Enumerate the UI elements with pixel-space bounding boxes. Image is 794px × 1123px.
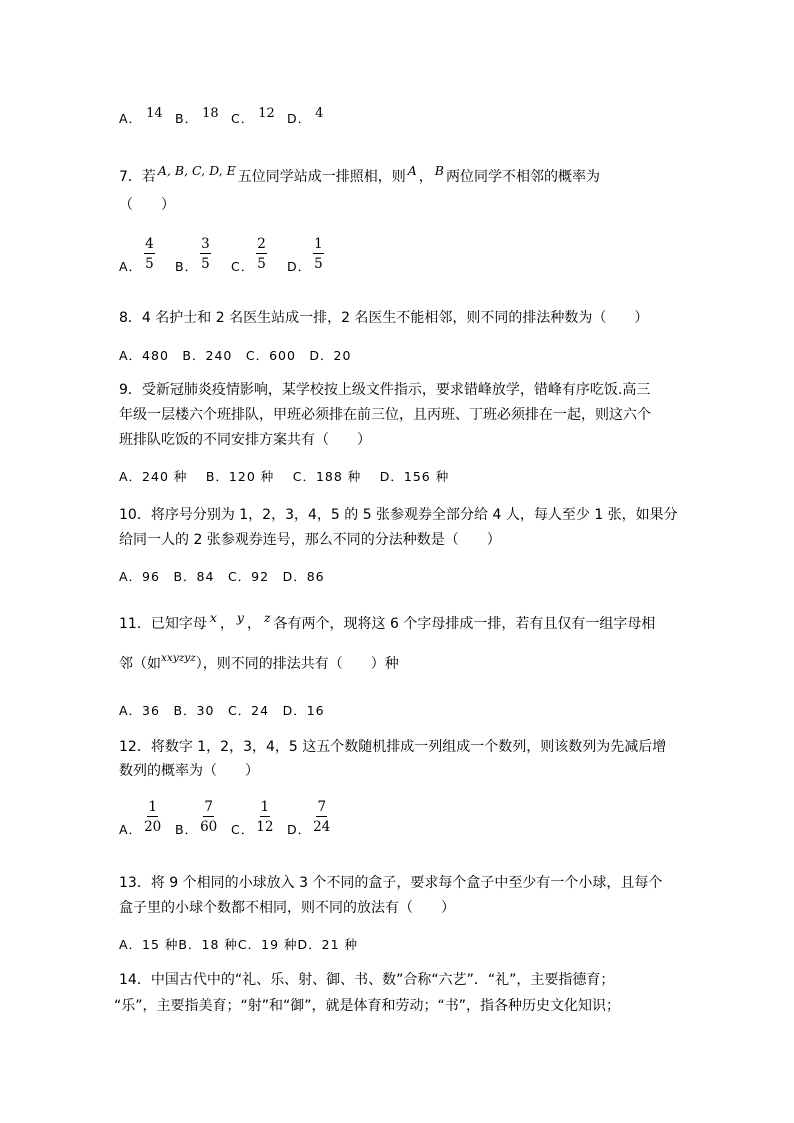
q11-stem-line1: 11．已知字母 x ， y ， z 各有两个，现将这 6 个字母排成一排，若有且仅有一组字母相 [119, 610, 656, 632]
q6-option-a: A． 14 [119, 106, 163, 126]
q14-stem-line1: 14．中国古代中的“礼、乐、射、御、书、数”合称“六艺”．“礼”，主要指德育； [119, 972, 615, 988]
q9-stem-line3: 班排队吃饭的不同安排方案共有（ ） [119, 432, 371, 448]
q6-option-d: D． 4 [287, 106, 324, 126]
fraction: $\frac{7}{24}$ [313, 799, 331, 835]
q12-option-a: A． $\frac{1}{20}$ [119, 799, 162, 837]
fraction: $\frac{1}{5}$ [314, 236, 323, 272]
q11-stem-line2: 邻（如$^{xxyzyz}$），则不同的排法共有（ ）种 [119, 652, 399, 672]
fraction: $\frac{3}{5}$ [201, 236, 210, 272]
q12-option-b: B． $\frac{7}{60}$ [175, 799, 218, 837]
q10-options: A．96 B．84 C．92 D．86 [119, 569, 325, 584]
q12-stem-line2: 数列的概率为（ ） [119, 763, 259, 779]
q13-stem-line2: 盒子里的小球个数都不相同，则不同的放法有（ ） [119, 900, 455, 916]
q7-answer-paren: （ ） [119, 197, 175, 213]
q13-stem-line1: 13．将 9 个相同的小球放入 3 个不同的盒子，要求每个盒子中至少有一个小球，且每个 [119, 875, 663, 891]
q7-options [119, 236, 324, 284]
q9-options: A．240 种 B．120 种 C．188 种 D．156 种 [119, 469, 450, 484]
fraction: $\frac{2}{5}$ [257, 236, 266, 272]
q14-stem-line2: “乐”，主要指美育；“射”和“御”，就是体育和劳动；“书”，指各种历史文化知识； [114, 998, 621, 1014]
q12-options [119, 799, 331, 849]
q12-stem-line1: 12．将数字 1，2，3，4，5 这五个数随机排成一列组成一个数列，则该数列为先减后增 [119, 739, 667, 755]
q11-options: A．36 B．30 C．24 D．16 [119, 703, 325, 718]
fraction: $\frac{1}{12}$ [256, 799, 274, 835]
fraction: $\frac{7}{60}$ [200, 799, 218, 835]
q6-option-c: C． 12 [231, 106, 275, 126]
fraction: $\frac{4}{5}$ [145, 236, 154, 272]
q9-stem-line1: 9．受新冠肺炎疫情影响，某学校按上级文件指示，要求错峰放学，错峰有序吃饭.高三 [119, 382, 651, 398]
q6-option-b: B． 18 [175, 106, 219, 126]
q12-option-c: C． $\frac{1}{12}$ [231, 799, 274, 837]
q7-option-b: B． $\frac{3}{5}$ [175, 236, 210, 274]
q9-stem-line2: 年级一层楼六个班排队，甲班必须排在前三位，且丙班、丁班必须排在一起，则这六个 [119, 407, 651, 423]
q10-stem-line2: 给同一人的 2 张参观券连号，那么不同的分法种数是（ ） [119, 532, 501, 548]
q7-option-c: C． $\frac{2}{5}$ [231, 236, 266, 274]
q8-stem: 8．4 名护士和 2 名医生站成一排，2 名医生不能相邻，则不同的排法种数为（ ） [119, 310, 649, 326]
fraction: $\frac{1}{20}$ [144, 799, 162, 835]
q6-options [119, 106, 324, 129]
q13-options: A．15 种B．18 种C．19 种D．21 种 [119, 937, 358, 952]
q12-option-d: D． $\frac{7}{24}$ [287, 799, 331, 837]
q7-option-a: A． $\frac{4}{5}$ [119, 236, 154, 274]
q8-options: A．480 B．240 C．600 D．20 [119, 348, 352, 363]
q10-stem-line1: 10．将序号分别为 1，2，3，4，5 的 5 张参观券全部分给 4 人，每人至少 1 张，如果分 [119, 507, 678, 523]
q7-stem: 7．若 A, B, C, D, E 五位同学站成一排照相，则 A ， B 两位同学不相邻的概率为 [119, 163, 600, 185]
q7-option-d: D． $\frac{1}{5}$ [287, 236, 323, 274]
